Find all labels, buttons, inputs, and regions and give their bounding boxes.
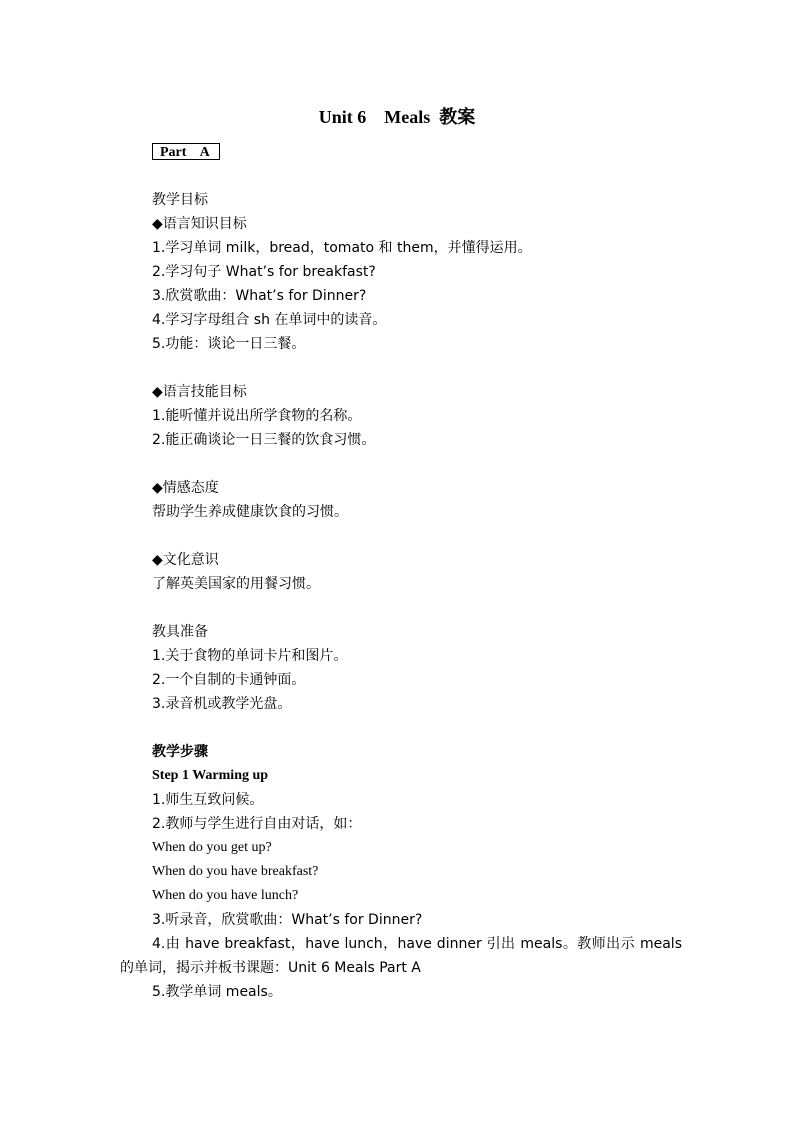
list-item: 1.关于食物的单词卡片和图片。	[152, 648, 348, 664]
spacer	[152, 356, 682, 380]
list-item: 5.功能：谈论一日三餐。	[152, 336, 306, 352]
part-label-box: Part A	[152, 143, 220, 160]
emotion-heading: ◆情感态度	[152, 480, 219, 496]
list-item: 3.欣赏歌曲：What’s for Dinner?	[152, 288, 367, 304]
document-title: Unit 6 Meals 教案	[318, 107, 476, 127]
list-item: 1.师生互致问候。	[152, 792, 264, 808]
materials-heading: 教具准备	[152, 624, 208, 640]
list-item: 3.听录音，欣赏歌曲：What’s for Dinner?	[152, 912, 423, 928]
step1-heading: Step 1 Warming up	[152, 768, 269, 783]
list-item: 2.学习句子 What’s for breakfast?	[152, 264, 376, 280]
list-item: 1.学习单词 milk，bread，tomato 和 them，并懂得运用。	[152, 240, 532, 256]
teaching-steps-heading: 教学步骤	[152, 744, 208, 760]
culture-heading: ◆文化意识	[152, 552, 219, 568]
culture-text: 了解英美国家的用餐习惯。	[152, 576, 320, 592]
list-item: 1.能听懂并说出所学食物的名称。	[152, 408, 362, 424]
list-item: 2.一个自制的卡通钟面。	[152, 672, 306, 688]
dialog-line: When do you have breakfast?	[152, 864, 319, 879]
spacer	[152, 524, 682, 548]
list-item: 2.能正确谈论一日三餐的饮食习惯。	[152, 432, 376, 448]
lang-knowledge-heading: ◆语言知识目标	[152, 216, 247, 232]
list-item: 2.教师与学生进行自由对话，如：	[152, 816, 362, 832]
emotion-text: 帮助学生养成健康饮食的习惯。	[152, 504, 348, 520]
dialog-line: When do you get up?	[152, 840, 272, 855]
lang-skill-heading: ◆语言技能目标	[152, 384, 247, 400]
spacer	[152, 452, 682, 476]
list-item: 4.学习字母组合 sh 在单词中的读音。	[152, 312, 387, 328]
document-body	[120, 188, 682, 1004]
list-item: 3.录音机或教学光盘。	[152, 696, 292, 712]
spacer	[152, 596, 682, 620]
list-item: 5.教学单词 meals。	[152, 984, 282, 1000]
teaching-goals-heading: 教学目标	[152, 192, 208, 208]
dialog-line: When do you have lunch?	[152, 888, 299, 903]
spacer	[152, 716, 682, 740]
list-item-paragraph: 4.由 have breakfast，have lunch，have dinner 引出 meals。教师出示 meals 的单词，揭示并板书课题：Unit 6 Meals Part A	[120, 936, 682, 976]
